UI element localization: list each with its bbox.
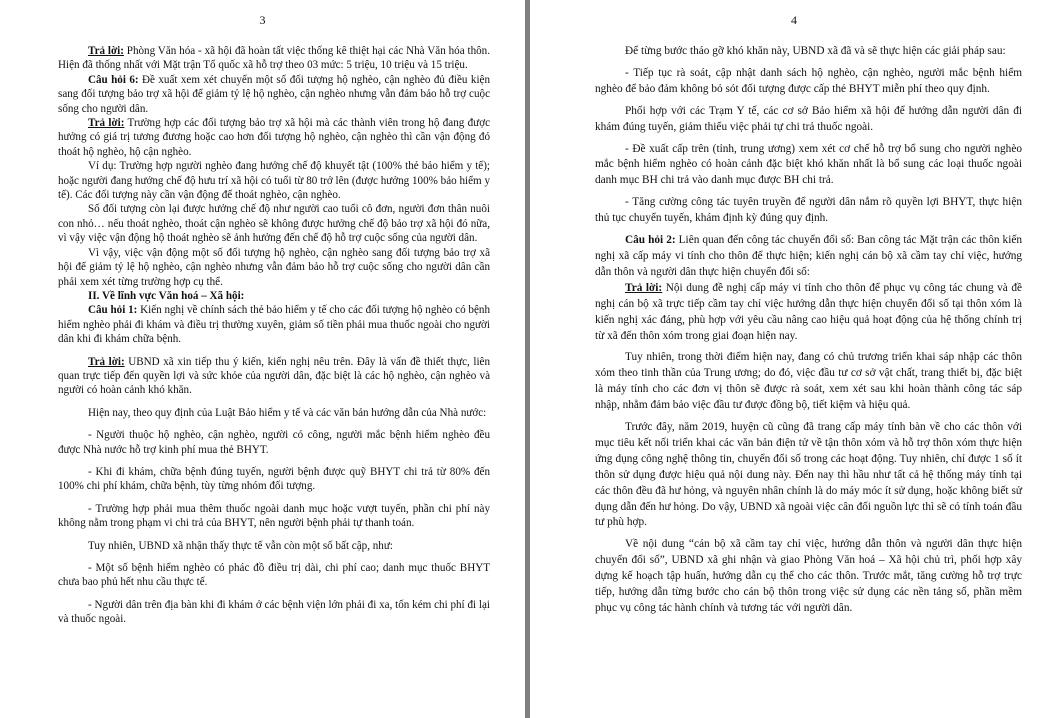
paragraph-text: - Người thuộc hộ nghèo, cận nghèo, người có công, người mắc bệnh hiểm nghèo đều được Nhà nước hỗ trợ kinh phí mua thẻ BHYT. bbox=[58, 429, 490, 456]
paragraph-text: Liên quan đến công tác chuyển đổi số: Ban công tác Mặt trận các thôn kiến nghị xã cấp máy vi tính cho thôn để thực hiện; kiến nghị cán bộ xã cầm tay chỉ việc, hướng dẫn thôn và người dân thực hiện chuyển đổi số: bbox=[595, 234, 1023, 278]
page-4 bbox=[530, 0, 1058, 718]
paragraph-text: Trường hợp các đối tượng bảo trợ xã hội mà các thành viên trong hộ đang được hưởng có giá trị tương đương hoặc cao hơn đối tượng hộ nghèo, cận nghèo thì cần vận động đó thoát hộ nghèo, hộ cận nghèo. bbox=[58, 117, 490, 158]
paragraph-text: Hiện nay, theo quy định của Luật Bảo hiểm y tế và các văn bản hướng dẫn của Nhà nước: bbox=[88, 406, 487, 419]
paragraph bbox=[58, 159, 490, 202]
paragraph bbox=[595, 537, 1022, 617]
paragraph bbox=[58, 303, 490, 346]
paragraph bbox=[595, 281, 1022, 345]
paragraph-lead: Câu hỏi 6: bbox=[88, 73, 139, 86]
paragraph-text: Tuy nhiên, trong thời điểm hiện nay, đang có chủ trương triển khai sáp nhập các thôn xóm theo tinh thần của Trung ương; do đó, việc đầu tư cơ sở vật chất, trang thiết bị, đặc biệt là máy tính cho các đơn vị thôn sẽ được rà soát, xem xét sau khi hoàn thành công tác sáp nhập, nhằm đảm bảo việc đầu tư được đồng bộ, tiết kiệm và hiệu quả. bbox=[595, 351, 1022, 412]
paragraph-text: Vì vậy, việc vận động một số đối tượng hộ nghèo, cận nghèo sang đối tượng bảo trợ xã hội để giảm tỷ lệ hộ nghèo, cận nghèo nhưng vẫn đảm bảo hỗ trợ cuộc sống cho người dân cần phải xem xét từng trường hợp cụ thể. bbox=[58, 246, 490, 288]
paragraph bbox=[58, 428, 490, 457]
paragraph bbox=[58, 116, 490, 159]
paragraph-text: Phòng Văn hóa - xã hội đã hoàn tất việc thống kê thiệt hại các Nhà Văn hóa thôn. Hiện đã thống nhất với Mặt trận Tổ quốc xã hỗ trợ theo 03 mức: 5 triệu, 10 triệu và 15 triệu. bbox=[58, 45, 490, 72]
paragraph-text: Kiến nghị về chính sách thẻ bảo hiểm y tế cho các đối tượng hộ nghèo có bệnh hiểm nghèo phải đi khám và điều trị thường xuyên, giảm số tiền phải mua thuốc ngoài cho người dân khi đi khám chữa bệnh. bbox=[58, 304, 490, 346]
paragraph bbox=[595, 44, 1022, 60]
paragraph-text: - Tiếp tục rà soát, cập nhật danh sách hộ nghèo, cận nghèo, người mắc bệnh hiểm nghèo để bảo đảm không bỏ sót đối tượng được cấp thẻ BHYT miễn phí theo quy định. bbox=[595, 66, 1022, 95]
paragraph bbox=[595, 350, 1022, 414]
page-body bbox=[58, 44, 490, 627]
paragraph bbox=[595, 195, 1022, 227]
paragraph-text: Đề xuất xem xét chuyển một số đối tượng hộ nghèo, cận nghèo đủ điều kiện sang đối tượng bảo trợ xã hội để giảm tỷ lệ hộ nghèo, cận nghèo nhưng vẫn đảm bảo hỗ trợ cuộc sống cho người dân. bbox=[58, 73, 490, 115]
paragraph bbox=[58, 561, 490, 590]
paragraph bbox=[595, 104, 1022, 136]
page-number: 3 bbox=[259, 13, 266, 27]
paragraph bbox=[58, 502, 490, 531]
paragraph bbox=[58, 598, 490, 627]
paragraph bbox=[58, 355, 490, 398]
paragraph bbox=[58, 202, 490, 245]
paragraph-text: UBND xã xin tiếp thu ý kiến, kiến nghị nêu trên. Đây là vấn đề thiết thực, liên quan trực tiếp đến quyền lợi và sức khỏe của người dân, đặc biệt là các hộ nghèo, cận nghèo và người có hoàn cảnh khó khăn. bbox=[58, 355, 491, 397]
paragraph bbox=[58, 465, 490, 494]
paragraph-lead: Trả lời: bbox=[88, 355, 125, 368]
paragraph bbox=[58, 73, 490, 116]
paragraph-text: Trước đây, năm 2019, huyện cũ cũng đã trang cấp máy tính bàn về cho các thôn với mục tiêu kết nối triển khai các văn bản điện tử về tận thôn xóm và hỗ trợ thôn xóm thực hiện ứng dụng công nghệ thông tin, chuyển đổi số trong các hoạt động. Tuy nhiên, chỉ được 1 số ít thôn sử dụng được hiệu quả nội dung này. Đến nay thì hầu như tất cả hệ thống máy tính tại các thôn đều đã hư hỏng, và nguyên nhân chính là do máy móc ít sử dụng, hoặc không biết sử dụng dẫn đến hư hỏng. Do vậy, UBND xã ngoài việc cân đối nguồn lực thì sẽ có tính toán đầu tư phù hợp. bbox=[595, 421, 1022, 529]
paragraph-text: - Khi đi khám, chữa bệnh đúng tuyến, người bệnh được quỹ BHYT chi trả từ 80% đến 100% chi phí khám, chữa bệnh, tùy từng nhóm đối tượng. bbox=[58, 465, 490, 493]
page-number: 4 bbox=[791, 13, 797, 27]
paragraph-text: - Một số bệnh hiểm nghèo có phác đồ điều trị dài, chi phí cao; danh mục thuốc BHYT chưa bao phủ hết nhu cầu thực tế. bbox=[58, 562, 490, 589]
paragraph-text: Nội dung đề nghị cấp máy vi tính cho thôn để phục vụ công tác chung và đề nghị cán bộ xã trực tiếp cầm tay chỉ việc hướng dẫn thực hiện chuyển đổi số tại thôn xóm là kiến nghị xác đáng, phù hợp với yêu cầu nâng cao hiệu quả hoạt động của hệ thống chính trị từ xã đến thôn xóm trong giai đoạn hiện nay. bbox=[595, 281, 1023, 342]
paragraph-text: - Đề xuất cấp trên (tỉnh, trung ương) xem xét cơ chế hỗ trợ bổ sung cho người nghèo mắc bệnh hiểm nghèo có hoàn cảnh đặc biệt khó khăn nhất là bổ sung các loại thuốc ngoài danh mục BH chi trả vào danh mục được BH chi trả. bbox=[595, 142, 1022, 187]
paragraph-lead: Câu hỏi 1: bbox=[88, 304, 138, 317]
paragraph bbox=[595, 66, 1022, 98]
paragraph-text: - Người dân trên địa bàn khi đi khám ở các bệnh viện lớn phải đi xa, tốn kém chi phí đi lại và thuốc ngoài. bbox=[58, 598, 490, 626]
paragraph bbox=[58, 289, 490, 303]
paragraph bbox=[58, 246, 490, 289]
page-body bbox=[595, 44, 1022, 617]
paragraph-text: Ví dụ: Trường hợp người nghèo đang hưởng chế độ khuyết tật (100% thẻ bảo hiểm y tế); hoặc người đang hưởng chế độ hưu trí xã hội có tuổi từ 80 trở lên (được hưởng 100% bảo hiểm y tế). Các đối tượng này cần vận động để thoát nghèo, cận nghèo. bbox=[58, 160, 490, 202]
paragraph bbox=[595, 142, 1022, 190]
paragraph bbox=[58, 539, 490, 553]
paragraph-text: - Tăng cường công tác tuyên truyền để người dân nắm rõ quyền lợi BHYT, thực hiện thủ tục chuyển tuyến, khám định kỳ đúng quy định. bbox=[595, 196, 1022, 225]
paragraph-text: - Trường hợp phải mua thêm thuốc ngoài danh mục hoặc vượt tuyến, phần chi phí này không nằm trong phạm vi chi trả của BHYT, nên người bệnh phải tự thanh toán. bbox=[58, 502, 490, 530]
paragraph-lead: Trả lời: bbox=[88, 117, 125, 130]
page-3 bbox=[0, 0, 525, 718]
paragraph bbox=[58, 406, 490, 420]
paragraph-lead: II. Về lĩnh vực Văn hoá – Xã hội: bbox=[88, 289, 245, 302]
paragraph-lead: Câu hỏi 2: bbox=[625, 234, 676, 247]
paragraph bbox=[595, 233, 1022, 281]
paragraph bbox=[58, 44, 490, 73]
paragraph-text: Phối hợp với các Trạm Y tế, các cơ sở Bảo hiểm xã hội để hướng dẫn người dân đi khám đúng tuyến, giảm thiểu việc phải tự chi trả thuốc ngoài. bbox=[595, 104, 1022, 133]
paragraph bbox=[595, 420, 1022, 531]
paragraph-text: Số đối tượng còn lại được hưởng chế độ như người cao tuổi cô đơn, người đơn thân nuôi con nhỏ… nếu thoát nghèo, thoát cận nghèo sẽ không được hưởng chế độ bảo trợ xã hội đó nữa, vì vậy việc vận động hộ thoát nghèo sẽ ảnh hưởng đến chế độ hỗ trợ cuộc sống của người dân. bbox=[58, 203, 490, 245]
paragraph-text: Về nội dung “cán bộ xã cầm tay chỉ việc, hướng dẫn thôn và người dân thực hiện chuyển đổi số”, UBND xã ghi nhận và giao Phòng Văn hoá – Xã hội chủ trì, phối hợp xây dựng kế hoạch tập huấn, hướng dẫn cụ thể cho các thôn. Trước mắt, tăng cường hỗ trợ trực tiếp, hướng dẫn từng bước cho cán bộ thôn trong việc sử dụng các nền tảng số, phần mềm phục vụ công tác hành chính và tương tác với người dân. bbox=[595, 538, 1022, 614]
paragraph-text: Để từng bước tháo gỡ khó khăn này, UBND xã đã và sẽ thực hiện các giải pháp sau: bbox=[625, 45, 1006, 57]
paragraph-lead: Trả lời: bbox=[88, 45, 124, 57]
paragraph-text: Tuy nhiên, UBND xã nhận thấy thực tế vẫn còn một số bất cập, như: bbox=[88, 539, 393, 552]
paragraph-lead: Trả lời: bbox=[625, 281, 663, 294]
